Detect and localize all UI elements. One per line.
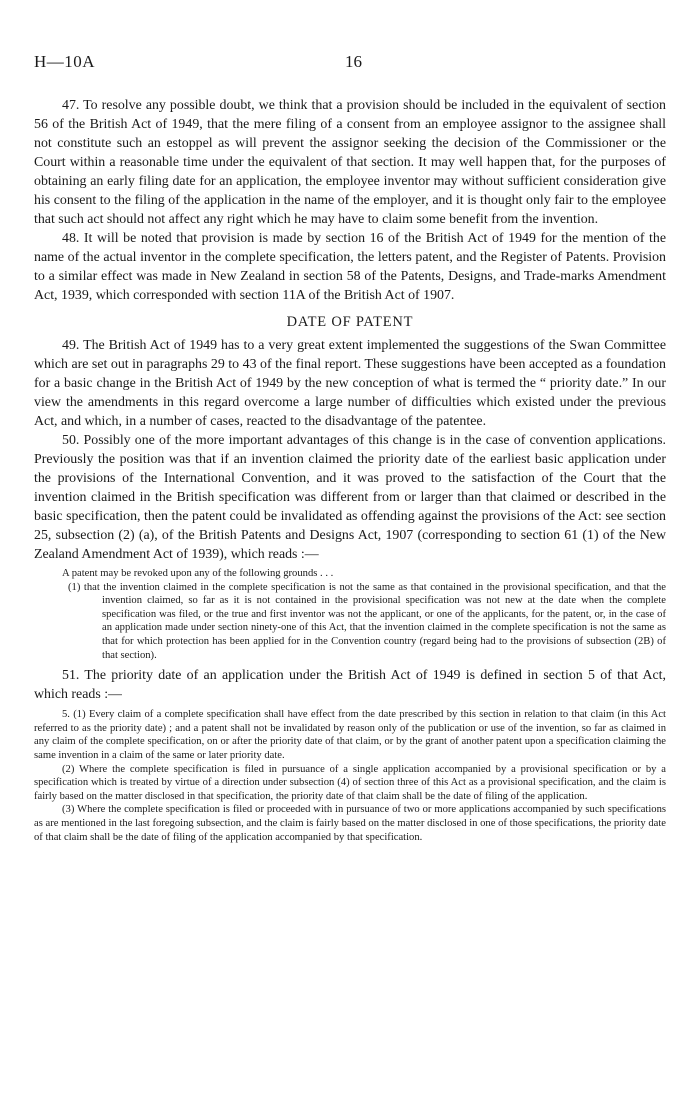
paragraph-51: 51. The priority date of an application under the British Act of 1949 is defined in section 5 of that Act, which reads :—	[34, 668, 666, 703]
quote-section-5-2: (2) Where the complete specification is filed in pursuance of a single application accompanied by a provisional specification or by a specification which is treated by virtue of a direction under subsection (4) of section three of this Act as a provisional specification, and the claim is fairly based on the matter disclosed in that specification, the priority date of that claim shall be the date of filing of the application.	[34, 763, 666, 802]
document-body	[34, 96, 666, 844]
section-heading: DATE OF PATENT	[286, 314, 414, 330]
document-code: H—10A	[34, 52, 96, 71]
page-number: 16	[345, 52, 362, 71]
quote-section-5-3: (3) Where the complete specification is filed or proceeded with in pursuance of two or more applications accompanied by such specifications as are mentioned in the last foregoing subsection, and the claim is fairly based on the matter disclosed in one of those specifications, the priority date of that claim shall be the date of filing of the application accompanied by that specification.	[34, 804, 666, 843]
page-header	[34, 52, 666, 74]
paragraph-47: 47. To resolve any possible doubt, we think that a provision should be included in the equivalent of section 56 of the British Act of 1949, that the mere filing of a consent from an employee assignor to the assignee shall not constitute such an estoppel as will prevent the assignor seeking the decision of the Commissioner or the Court within a reasonable time under the equivalent of that section. It may well happen that, for the purposes of obtaining an early filing date for an application, the employee inventor may without sufficient consideration give his consent to the filing of the application in the name of the employer, and it is thought only fair to the employee that such act should not affect any right which he may have to claim some benefit from the invention.	[34, 98, 666, 227]
quote-section-5-1: 5. (1) Every claim of a complete specification shall have effect from the date prescribed by this section in relation to that claim (in this Act referred to as the priority date) ; and a patent shall not be invalidated by reason only of the publication or use of the invention, so far as claimed in any claim of the complete specification, on or after the priority date of that claim, or by the grant of another patent upon a specification claiming the same invention in a claim of the same or later priority date.	[34, 709, 666, 761]
quote-item: (1) that the invention claimed in the complete specification is not the same as that contained in the provisional specification, and that the invention claimed, so far as it is not contained in the provisional specification was not new at the date when the complete specification was filed, or the true and first inventor was not the applicant, or one of the applicants, for the patent, or, in the case of an application made under section ninety-one of this Act, that the invention claimed in the complete specification is not the same as that for which protection has been applied for in the Convention country (regard being had to the provisions of subsection (2B) of that section).	[68, 581, 666, 661]
paragraph-48: 48. It will be noted that provision is made by section 16 of the British Act of 1949 for the mention of the name of the actual inventor in the complete specification, the letters patent, and the Register of Patents. Provision to a similar effect was made in New Zealand in section 58 of the Patents, Designs, and Trade-marks Amendment Act, 1939, which corresponded with section 11A of the British Act of 1907.	[34, 231, 666, 303]
paragraph-49: 49. The British Act of 1949 has to a very great extent implemented the suggestions of the Swan Committee which are set out in paragraphs 29 to 43 of the final report. These suggestions have been accepted as a foundation for a basic change in the British Act of 1949 by the new conception of what is termed the “ priority date.” In our view the amendments in this regard overcome a large number of difficulties which existed under the previous Act, and which, in a number of cases, reacted to the disadvantage of the patentee.	[34, 338, 666, 429]
paragraph-50: 50. Possibly one of the more important advantages of this change is in the case of convention applications. Previously the position was that if an invention claimed the priority date of the earliest basic application under the provisions of the International Convention, and it was proved to the satisfaction of the Court that the invention claimed in the British specification was different from or larger than that claimed or described in the basic specification, then the patent could be invalidated as offending against the provisions of the Act: see section 25, subsection (2) (a), of the British Patents and Designs Act, 1907 (corresponding to section 61 (1) of the New Zealand Amendment Act of 1939), which reads :—	[34, 433, 666, 562]
quote-lead: A patent may be revoked upon any of the following grounds . . .	[62, 568, 334, 579]
